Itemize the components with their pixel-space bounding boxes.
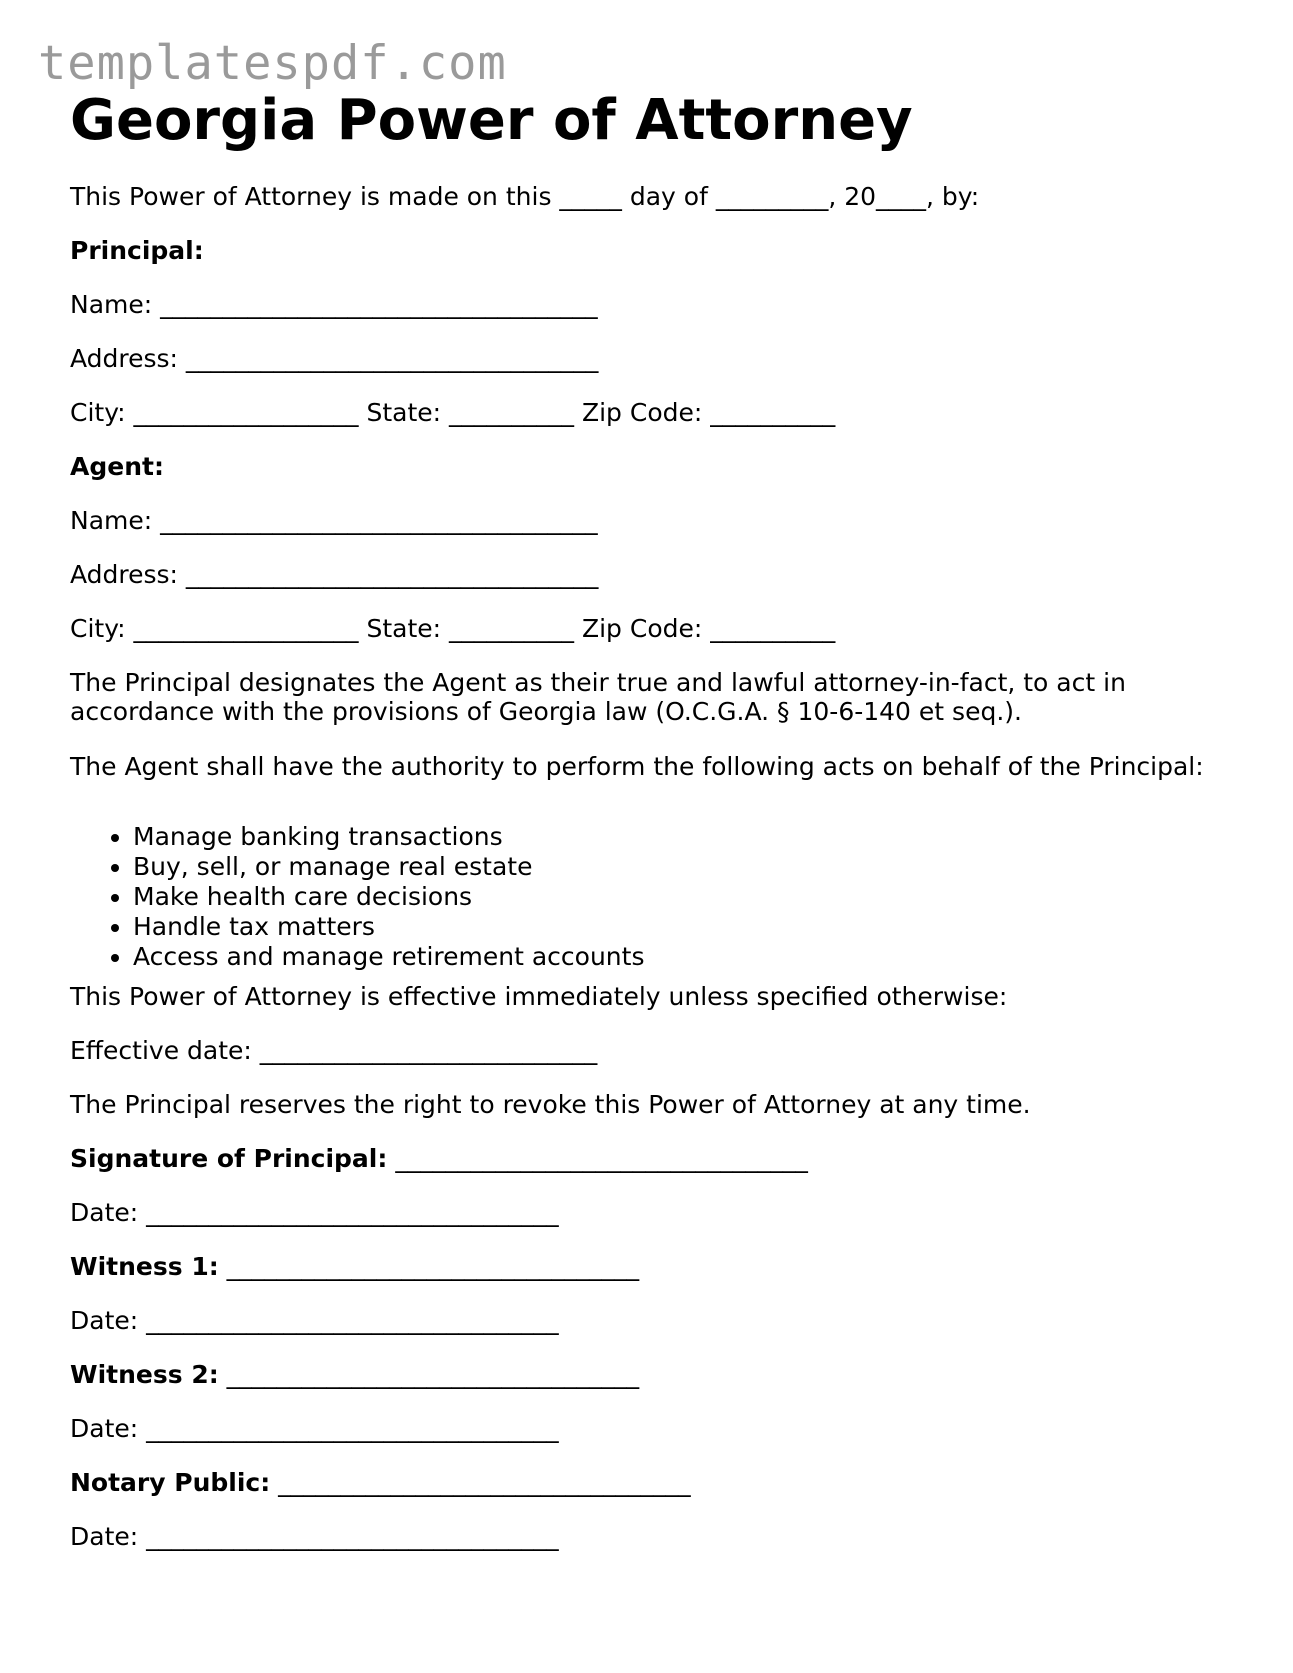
principal-signature-row[interactable]	[70, 1144, 808, 1174]
acts-list	[70, 822, 644, 972]
principal-date-field[interactable]: Date: _________________________________	[70, 1198, 559, 1227]
witness2-date-field[interactable]: Date: _________________________________	[70, 1414, 559, 1443]
list-item: • Handle tax matters	[133, 912, 644, 942]
watermark: templatespdf.com	[38, 36, 507, 91]
agent-address-field[interactable]: Address: _________________________________	[70, 560, 599, 589]
document-title: Georgia Power of Attorney	[70, 88, 913, 153]
effective-date-field[interactable]: Effective date: ___________________________	[70, 1036, 598, 1065]
agent-name-field[interactable]: Name: ___________________________________	[70, 506, 598, 535]
witness2-signature-row[interactable]	[70, 1360, 639, 1390]
effective-statement: This Power of Attorney is effective immediately unless specified otherwise:	[70, 982, 1008, 1011]
authority-intro: The Agent shall have the authority to perform the following acts on behalf of the Principal:	[70, 752, 1204, 781]
witness1-signature-line[interactable]: _________________________________	[218, 1252, 640, 1281]
notary-signature-row[interactable]	[70, 1468, 691, 1498]
intro-line: This Power of Attorney is made on this _____ day of _________, 20____, by:	[70, 182, 980, 211]
list-item: • Buy, sell, or manage real estate	[133, 852, 644, 882]
notary-label: Notary Public:	[70, 1468, 271, 1497]
notary-signature-line[interactable]: _________________________________	[270, 1468, 691, 1497]
list-item: • Manage banking transactions	[133, 822, 644, 852]
witness2-label: Witness 2:	[70, 1360, 219, 1389]
principal-name-field[interactable]: Name: ___________________________________	[70, 290, 598, 319]
list-item: • Access and manage retirement accounts	[133, 942, 644, 972]
witness2-signature-line[interactable]: _________________________________	[218, 1360, 640, 1389]
revoke-statement: The Principal reserves the right to revoke this Power of Attorney at any time.	[70, 1090, 1031, 1119]
principal-address-field[interactable]: Address: _________________________________	[70, 344, 599, 373]
notary-date-field[interactable]: Date: _________________________________	[70, 1522, 559, 1551]
witness1-date-field[interactable]: Date: _________________________________	[70, 1306, 559, 1335]
agent-heading: Agent:	[70, 452, 164, 481]
principal-city-state-zip-field[interactable]: City: __________________ State: __________ Zip Code: __________	[70, 398, 836, 427]
witness1-label: Witness 1:	[70, 1252, 219, 1281]
principal-signature-line[interactable]: _________________________________	[387, 1144, 808, 1173]
list-item: • Make health care decisions	[133, 882, 644, 912]
designation-paragraph: The Principal designates the Agent as their true and lawful attorney-in-fact, to act in accordance with the provisions of Georgia law (O.C.G.A. § 10-6-140 et seq.).	[70, 668, 1126, 726]
principal-heading: Principal:	[70, 236, 204, 265]
agent-city-state-zip-field[interactable]: City: __________________ State: __________ Zip Code: __________	[70, 614, 836, 643]
principal-signature-label: Signature of Principal:	[70, 1144, 388, 1173]
witness1-signature-row[interactable]	[70, 1252, 639, 1282]
